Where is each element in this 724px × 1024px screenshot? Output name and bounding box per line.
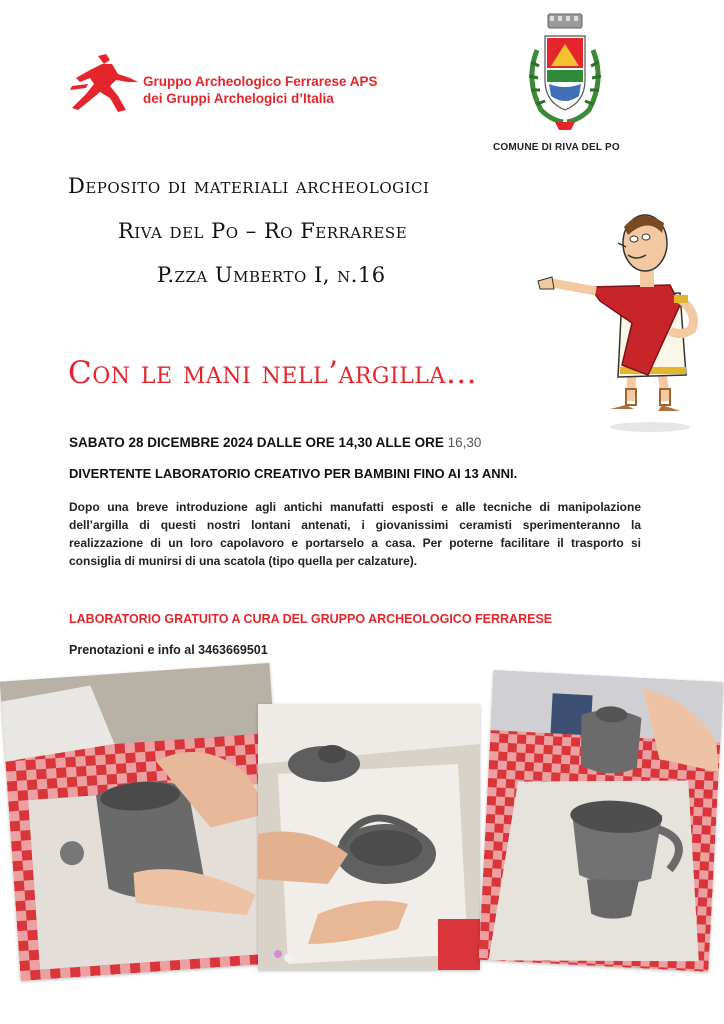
organization-name	[143, 73, 378, 107]
event-description: Dopo una breve introduzione agli antichi manufatti esposti e alle tecniche di manipolazione dell’argilla di questi nostri lontani antenati, i giovanissimi ceramisti sperimenteranno la realizzazione di un loro capolavoro e portarselo a casa. Per poterne facilitare il trasporto si consiglia di munirsi di una scatola (tipo quella per calzature).	[69, 500, 641, 568]
photo-clay-cup	[479, 670, 724, 972]
coat-of-arms-icon	[515, 10, 615, 140]
free-notice: LABORATORIO GRATUITO A CURA DEL GRUPPO ARCHEOLOGICO FERRARESE	[69, 612, 553, 626]
event-date	[69, 435, 481, 450]
venue-line2: Riva del Po – Ro Ferrarese	[118, 219, 408, 243]
roman-mascot-icon	[530, 205, 710, 435]
photo-clay-basket	[258, 704, 480, 970]
event-date-end: 16,30	[447, 435, 482, 450]
venue-line1: Deposito di materiali archeologici	[68, 174, 430, 198]
warrior-logo-icon	[68, 52, 140, 116]
booking-info: Prenotazioni e info al 3463669501	[69, 643, 268, 657]
comune-label: COMUNE DI RIVA DEL PO	[493, 142, 620, 153]
event-subtitle: DIVERTENTE LABORATORIO CREATIVO PER BAMBINI FINO AI 13 ANNI.	[69, 466, 518, 481]
event-title: Con le mani nell’argilla…	[68, 355, 478, 391]
organization-name-line1: Gruppo Archeologico Ferrarese APS	[143, 74, 378, 89]
event-date-main: SABATO 28 DICEMBRE 2024 DALLE ORE 14,30 ALLE ORE	[69, 435, 444, 450]
organization-name-line2: dei Gruppi Archelogici d’Italia	[143, 91, 334, 106]
photo-clay-pot-hands	[0, 663, 290, 981]
venue-line3: P.zza Umberto I, n.16	[157, 263, 386, 287]
